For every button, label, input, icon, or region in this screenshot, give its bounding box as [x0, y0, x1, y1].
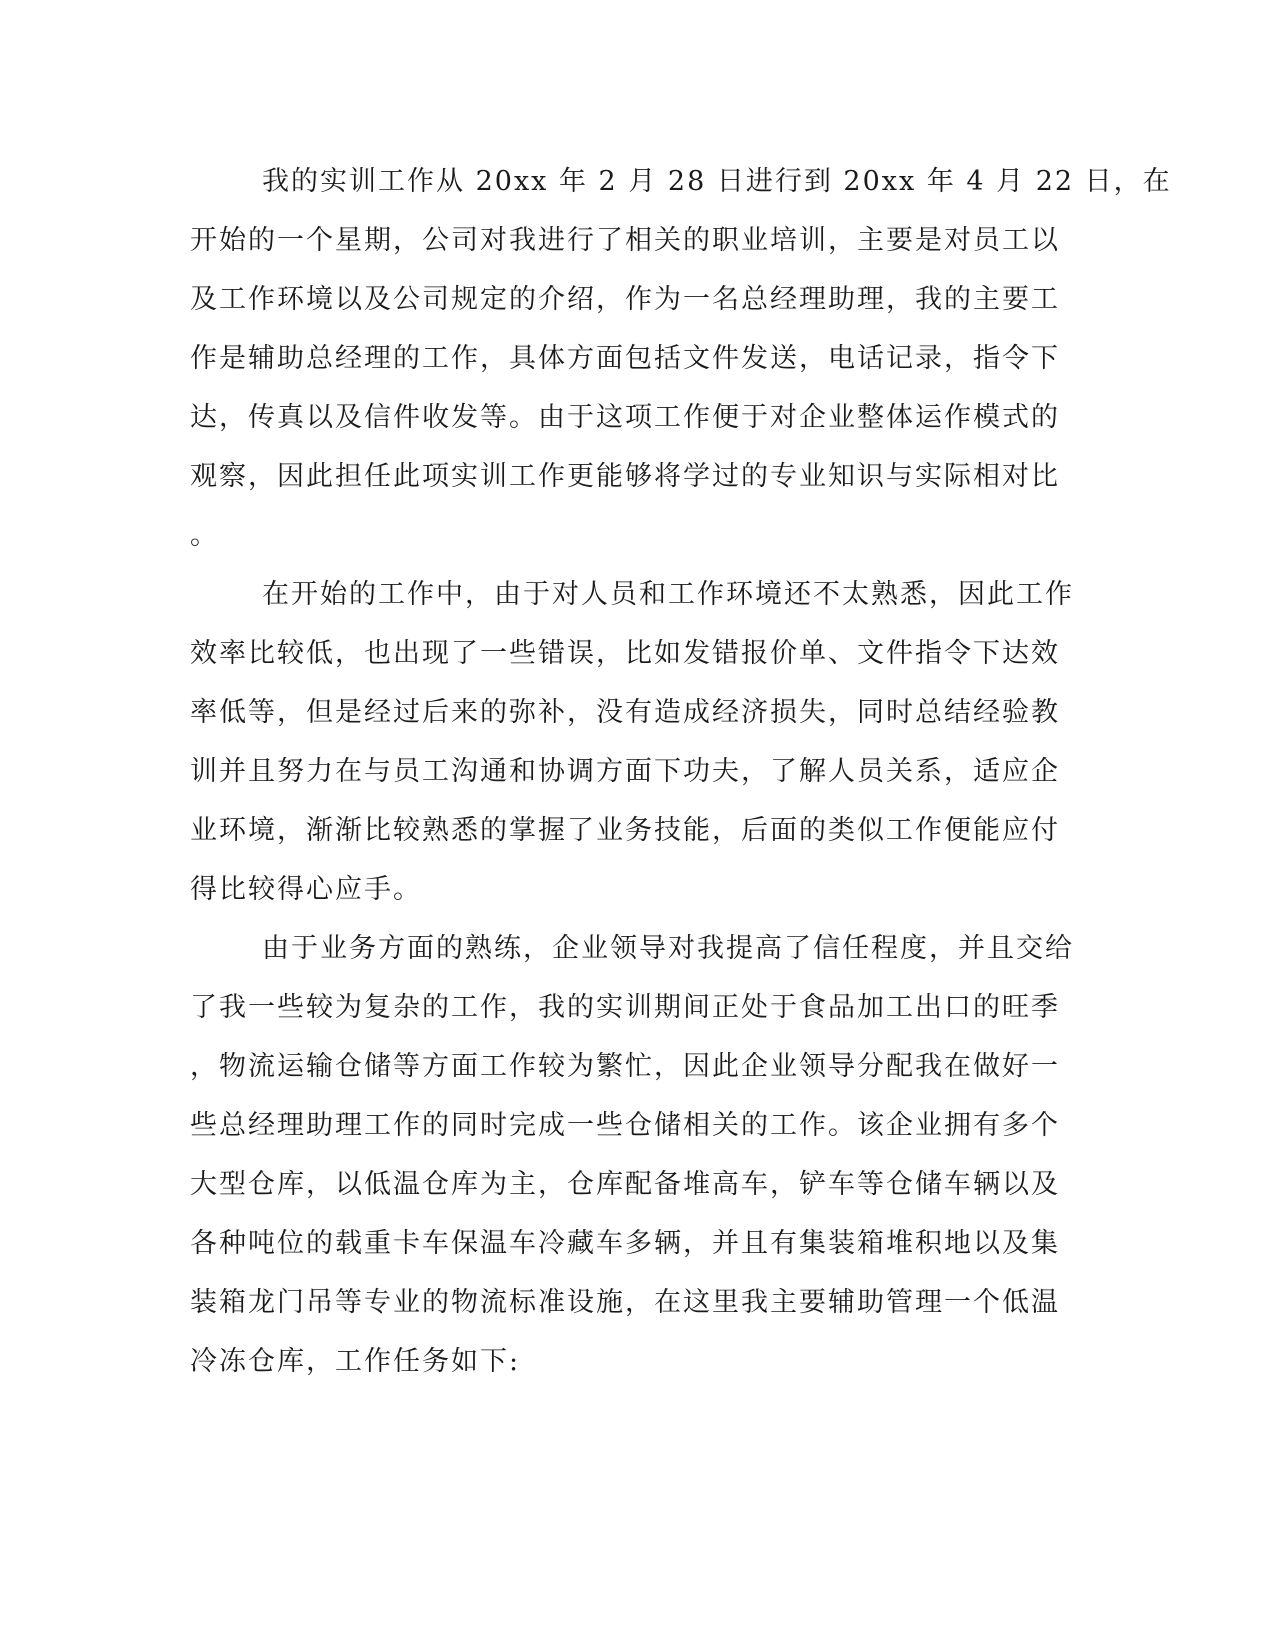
paragraph-3-line-3: ，物流运输仓储等方面工作较为繁忙，因此企业领导分配我在做好一: [190, 1051, 1060, 1082]
paragraph-2-line-2: 效率比较低，也出现了一些错误，比如发错报价单、文件指令下达效: [190, 638, 1060, 669]
paragraph-1-line-4: 作是辅助总经理的工作，具体方面包括文件发送，电话记录，指令下: [190, 343, 1060, 374]
paragraph-1-line-1: 我的实训工作从 20xx 年 2 月 28 日进行到 20xx 年 4 月 22 日，在: [262, 166, 1172, 197]
paragraph-2-line-6: 得比较得心应手。: [190, 874, 422, 905]
paragraph-3-line-1: 由于业务方面的熟练，企业领导对我提高了信任程度，并且交给: [262, 933, 1074, 964]
paragraph-2-line-1: 在开始的工作中，由于对人员和工作环境还不太熟悉，因此工作: [262, 579, 1074, 610]
paragraph-3-line-6: 各种吨位的载重卡车保温车冷藏车多辆，并且有集装箱堆积地以及集: [190, 1228, 1060, 1259]
paragraph-3-line-2: 了我一些较为复杂的工作，我的实训期间正处于食品加工出口的旺季: [190, 992, 1060, 1023]
paragraph-1-line-7: 。: [190, 520, 219, 551]
paragraph-3-line-4: 些总经理助理工作的同时完成一些仓储相关的工作。该企业拥有多个: [190, 1110, 1060, 1141]
paragraph-3-line-7: 装箱龙门吊等专业的物流标准设施，在这里我主要辅助管理一个低温: [190, 1287, 1060, 1318]
paragraph-1-line-2: 开始的一个星期，公司对我进行了相关的职业培训，主要是对员工以: [190, 225, 1060, 256]
paragraph-3-line-8: 冷冻仓库，工作任务如下:: [190, 1346, 521, 1377]
paragraph-1-line-5: 达，传真以及信件收发等。由于这项工作便于对企业整体运作模式的: [190, 402, 1060, 433]
paragraph-2-line-4: 训并且努力在与员工沟通和协调方面下功夫，了解人员关系，适应企: [190, 756, 1060, 787]
paragraph-3-line-5: 大型仓库，以低温仓库为主，仓库配备堆高车，铲车等仓储车辆以及: [190, 1169, 1060, 1200]
paragraph-2-line-3: 率低等，但是经过后来的弥补，没有造成经济损失，同时总结经验教: [190, 697, 1060, 728]
paragraph-2-line-5: 业环境，渐渐比较熟悉的掌握了业务技能，后面的类似工作便能应付: [190, 815, 1060, 846]
paragraph-1-line-6: 观察，因此担任此项实训工作更能够将学过的专业知识与实际相对比: [190, 461, 1060, 492]
paragraph-1-line-3: 及工作环境以及公司规定的介绍，作为一名总经理助理，我的主要工: [190, 284, 1060, 315]
